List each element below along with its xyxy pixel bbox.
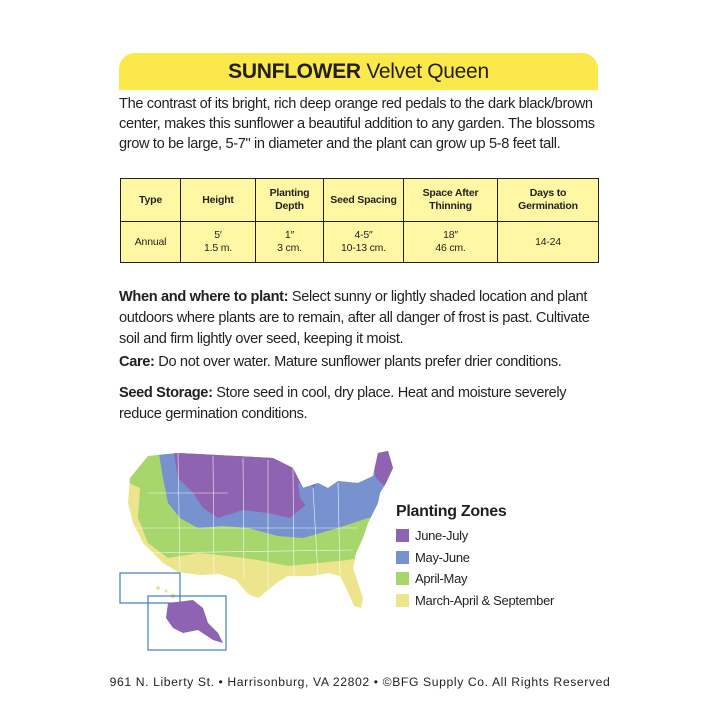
legend-swatch	[396, 572, 409, 585]
legend-swatch	[396, 594, 409, 607]
planting-zones-legend	[396, 503, 596, 611]
legend-label: May-June	[415, 549, 470, 565]
cell-planting-depth: 1″ 3 cm.	[256, 222, 324, 263]
legend-item	[396, 568, 596, 590]
hawaii-inset	[120, 573, 180, 603]
legend-item	[396, 525, 596, 547]
legend-item	[396, 547, 596, 569]
table-row	[121, 222, 599, 263]
legend-label: April-May	[415, 571, 468, 587]
header-type: Type	[121, 179, 181, 222]
cell-days-to-germination: 14-24	[498, 222, 599, 263]
legend-label: March-April & September	[415, 592, 555, 608]
when-where-label: When and where to plant:	[119, 289, 289, 305]
header-days-to-germination: Days to Germination	[498, 179, 599, 222]
care-text: Do not over water. Mature sunflower plants prefer drier conditions.	[154, 354, 562, 370]
header-seed-spacing: Seed Spacing	[324, 179, 404, 222]
cell-space-after-thinning: 18″ 46 cm.	[404, 222, 498, 263]
cell-type: Annual	[121, 222, 181, 263]
planting-zones-map	[118, 448, 403, 652]
header-space-after-thinning: Space After Thinning	[404, 179, 498, 222]
title-variety: Velvet Queen	[366, 60, 489, 83]
seed-storage-text: Store seed in cool, dry place. Heat and moisture severely reduce germination conditions.	[119, 385, 567, 422]
header-planting-depth: Planting Depth	[256, 179, 324, 222]
seed-storage-section	[119, 383, 604, 425]
legend-label: June-July	[415, 528, 468, 544]
footer-address: 961 N. Liberty St. • Harrisonburg, VA 22802 • ©BFG Supply Co. All Rights Reserved	[109, 675, 611, 689]
header-height: Height	[181, 179, 256, 222]
cell-height: 5′ 1.5 m.	[181, 222, 256, 263]
when-where-text: Select sunny or lightly shaded location and plant outdoors where plants are to remain, after all danger of frost is past. Cultivate soil and firm lightly over seed, keeping it moist.	[119, 289, 590, 347]
care-section	[119, 352, 604, 373]
legend-title: Planting Zones	[396, 503, 507, 520]
title-bold: SUNFLOWER	[228, 60, 361, 83]
table-header-row	[121, 179, 599, 222]
when-where-to-plant	[119, 287, 604, 350]
legend-swatch	[396, 529, 409, 542]
legend-item	[396, 590, 596, 612]
growing-info-table	[120, 178, 599, 263]
care-label: Care:	[119, 354, 155, 370]
legend-swatch	[396, 551, 409, 564]
title-banner	[119, 53, 598, 90]
cell-seed-spacing: 4-5″ 10-13 cm.	[324, 222, 404, 263]
intro-description: The contrast of its bright, rich deep orange red pedals to the dark black/brown center, makes this sunflower a beautiful addition to any garden. The blossoms grow to be large, 5-7" in diameter and the plant can grow up 5-8 feet tall.	[119, 96, 595, 152]
seed-storage-label: Seed Storage:	[119, 385, 213, 401]
